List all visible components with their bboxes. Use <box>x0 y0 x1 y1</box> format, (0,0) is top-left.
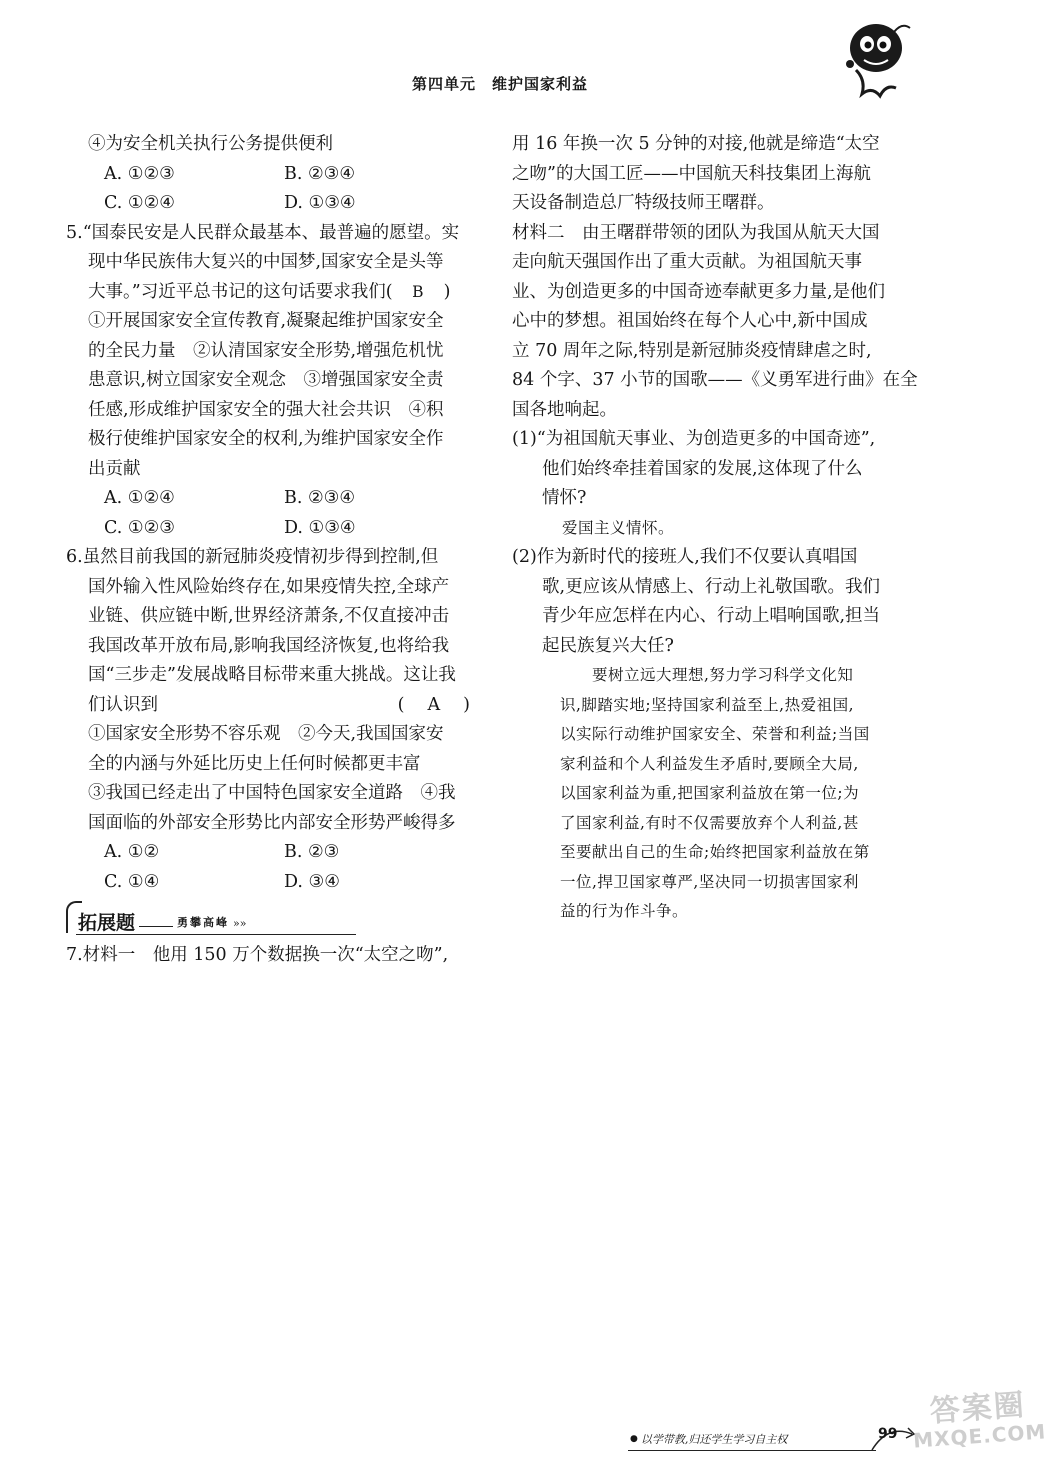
q6-body-line: 全的内涵与外延比历史上任何时候都更丰富 <box>88 753 421 774</box>
q6-answer: ( A ) <box>397 694 470 715</box>
q5-choice-d: D. ①③④ <box>284 517 356 538</box>
material2-line: 心中的梦想。祖国始终在每个人心中,新中国成 <box>512 311 868 331</box>
q4-choice-c: C. ①②④ <box>104 193 175 213</box>
sub2-question-line: 歌,更应该从情感上、行动上礼敬国歌。我们 <box>542 576 881 597</box>
q5-choice-a: A. ①②④ <box>104 488 175 508</box>
q5-body-line: 的全民力量 ②认清国家安全形势,增强危机忧 <box>88 340 444 361</box>
sub2-answer-line: 要树立远大理想,努力学习科学文化知 <box>592 666 854 684</box>
material2-line: 84 个字、37 小节的国歌——《义勇军进行曲》在全 <box>512 370 918 390</box>
q6-stem-line: 业链、供应链中断,世界经济萧条,不仅直接冲击 <box>88 606 450 626</box>
sub2-answer-line: 识,脚踏实地;坚持国家利益至上,热爱祖国, <box>560 695 855 714</box>
banner-underline <box>76 934 356 935</box>
q5-choice-b: B. ②③④ <box>284 488 356 508</box>
q5-answer-prompt: 大事。”习近平总书记的这句话要求我们( <box>88 281 393 302</box>
q6-stem-line: 我国改革开放布局,影响我国经济恢复,也将给我 <box>88 635 450 656</box>
sub1-question-line: 他们始终牵挂着国家的发展,这体现了什么 <box>542 458 863 479</box>
sub1-question-line: (1)“为祖国航天事业、为创造更多的中国奇迹”, <box>512 429 876 449</box>
q4-choice-a: A. ①②③ <box>104 163 175 184</box>
q6-body-line: 国面临的外部安全形势比内部安全形势严峻得多 <box>88 812 456 833</box>
q7-stem-line: 7.材料一 他用 150 万个数据换一次“太空之吻”, <box>66 945 449 965</box>
page-header-title: 第四单元 维护国家利益 <box>411 75 588 93</box>
q5-options-row-1 <box>66 484 476 514</box>
q6-choice-d: D. ③④ <box>284 871 340 892</box>
q5-answer-line <box>66 278 476 308</box>
page-number: 99 <box>878 1426 898 1442</box>
q5-body-line: 极行使维护国家安全的权利,为维护国家安全作 <box>88 429 444 449</box>
q6-choice-c: C. ①④ <box>104 871 160 892</box>
material2-line: 业、为创造更多的中国奇迹奉献更多力量,是他们 <box>512 281 886 302</box>
mascot-illustration-icon <box>836 14 916 110</box>
sub2-answer-line: 家利益和个人利益发生矛盾时,要顾全大局, <box>560 754 859 773</box>
q5-body-line: 患意识,树立国家安全观念 ③增强国家安全责 <box>88 370 444 390</box>
q6-body-line: ①国家安全形势不容乐观 ②今天,我国国家安 <box>88 724 444 744</box>
sub2-answer-line: 了国家利益,有时不仅需要放弃个人利益,甚 <box>560 813 859 832</box>
q5-choice-c: C. ①②③ <box>104 517 175 538</box>
sub2-answer-line: 至要献出自己的生命;始终把国家利益放在第 <box>560 843 870 861</box>
q6-body-line: ③我国已经走出了中国特色国家安全道路 ④我 <box>88 783 456 803</box>
q6-choice-a: A. ①② <box>104 842 160 862</box>
q6-stem-line: 6.虽然目前我国的新冠肺炎疫情初步得到控制,但 <box>66 547 439 567</box>
banner-dash <box>139 926 173 927</box>
q5-options-row-2 <box>66 514 476 544</box>
watermark-line-1: 答案圈 <box>928 1387 1027 1430</box>
q4-options-row-1 <box>66 160 476 190</box>
material1-line: 之吻”的大国工匠——中国航天科技集团上海航 <box>512 163 871 184</box>
banner-arrows-icon: »» <box>233 917 247 930</box>
material2-line: 走向航天强国作出了重大贡献。为祖国航天事 <box>512 252 862 272</box>
q4-options-row-2 <box>66 189 476 219</box>
sub2-answer-line: 益的行为作斗争。 <box>560 902 689 920</box>
q5-body-line: ①开展国家安全宣传教育,凝聚起维护国家安全 <box>88 311 444 331</box>
material2-line: 立 70 周年之际,特别是新冠肺炎疫情肆虐之时, <box>512 340 872 361</box>
sub1-question-line: 情怀? <box>542 488 587 508</box>
q5-stem-line: 5.“国泰民安是人民群众最基本、最普遍的愿望。实 <box>66 222 460 243</box>
q6-options-row-1 <box>66 838 476 868</box>
footer-slogan-text: 以学带教,归还学生学习自主权 <box>640 1433 788 1446</box>
watermark-line-2: MXQE.COM <box>912 1419 1047 1453</box>
q6-options-row-2 <box>66 868 476 898</box>
q6-stem-line: 国外输入性风险始终存在,如果疫情失控,全球产 <box>88 576 450 597</box>
q5-stem-line: 现中华民族伟大复兴的中国梦,国家安全是头等 <box>88 252 444 272</box>
sub2-answer-line: 以国家利益为重,把国家利益放在第一位;为 <box>560 784 860 802</box>
q4-choice-b: B. ②③④ <box>284 163 356 184</box>
q5-answer-close: ) <box>443 281 451 302</box>
footer-slogan <box>630 1431 787 1447</box>
material2-line: 材料二 由王曙群带领的团队为我国从航天大国 <box>512 222 880 243</box>
sub2-question-line: 起民族复兴大任? <box>542 635 674 656</box>
sub2-answer-line: 一位,捍卫国家尊严,坚决同一切损害国家利 <box>560 872 859 891</box>
bullet-dot-icon: ● <box>630 1434 638 1444</box>
q4-option-4: ④为安全机关执行公务提供便利 <box>88 134 333 154</box>
material1-line: 天设备制造总厂特级技师王曙群。 <box>512 193 775 213</box>
q6-answer-line <box>66 691 476 721</box>
section-subtitle: 勇攀高峰 <box>177 916 230 929</box>
q5-body-line: 任感,形成维护国家安全的强大社会共识 ④积 <box>88 399 444 420</box>
section-banner-extension <box>66 899 476 935</box>
q5-body-line: 出贡献 <box>88 458 141 479</box>
material1-line: 用 16 年换一次 5 分钟的对接,他就是缔造“太空 <box>512 134 880 154</box>
sub2-answer-line: 以实际行动维护国家安全、荣誉和利益;当国 <box>560 725 870 743</box>
right-column <box>512 130 937 927</box>
material2-line: 国各地响起。 <box>512 399 617 420</box>
watermark-logo <box>910 1387 1047 1451</box>
sub1-answer: 爱国主义情怀。 <box>562 518 675 537</box>
footer-rule <box>628 1450 876 1451</box>
q6-answer-prompt: 们认识到 <box>88 694 158 715</box>
q4-choice-d: D. ①③④ <box>284 193 356 213</box>
left-column <box>66 130 476 971</box>
sub2-question-line: 青少年应怎样在内心、行动上唱响国歌,担当 <box>542 606 881 626</box>
q5-answer: B <box>412 282 424 301</box>
q6-choice-b: B. ②③ <box>284 842 340 862</box>
sub2-question-line: (2)作为新时代的接班人,我们不仅要认真唱国 <box>512 547 858 567</box>
section-title: 拓展题 <box>78 912 136 934</box>
q6-stem-line: 国“三步走”发展战略目标带来重大挑战。这让我 <box>88 665 456 685</box>
